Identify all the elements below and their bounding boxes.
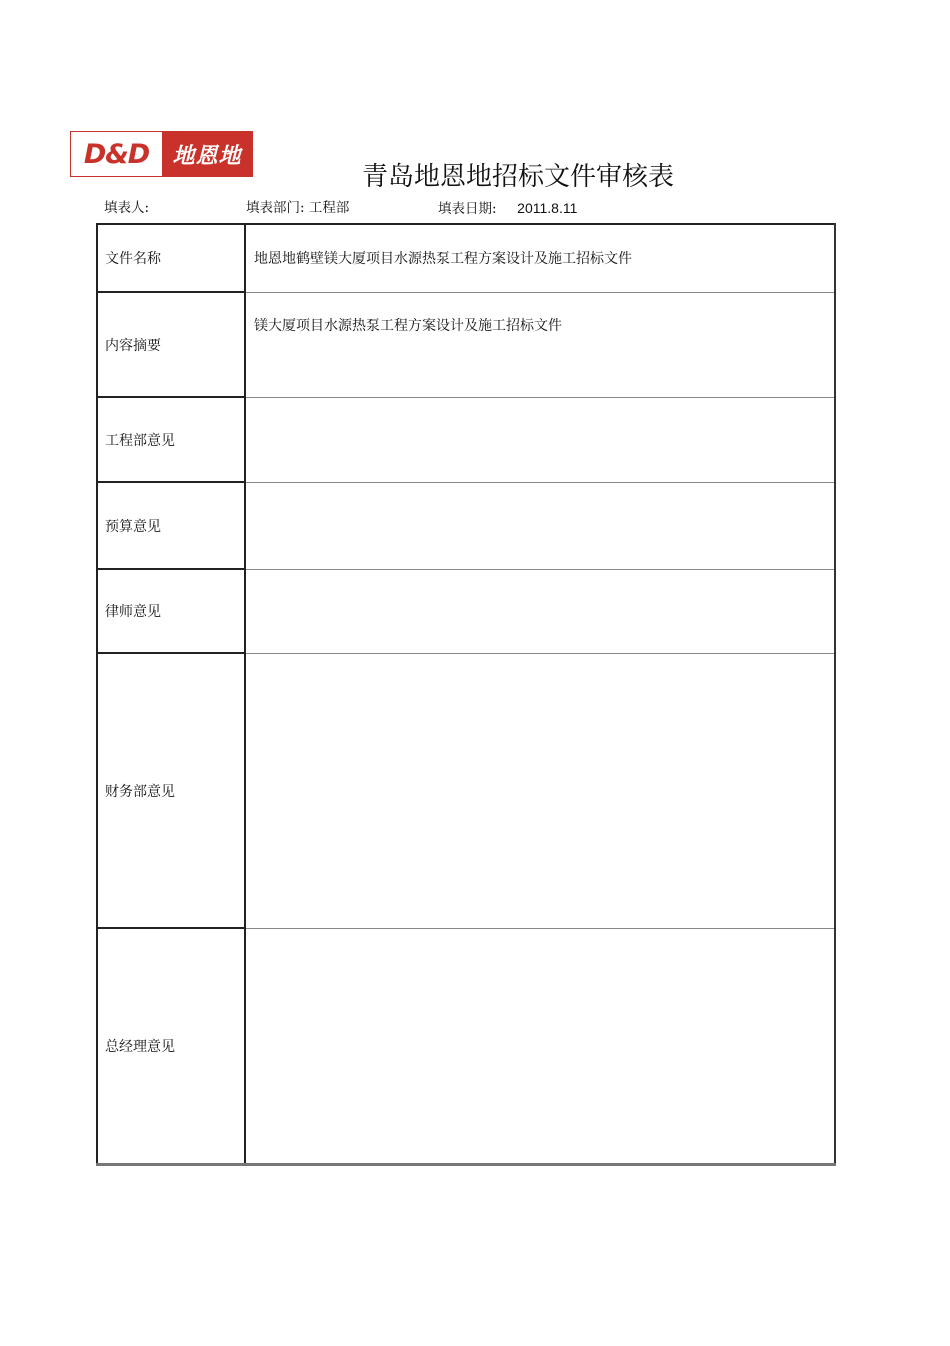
row-value-file-name: 地恩地鹤壁镁大厦项目水源热泵工程方案设计及施工招标文件 <box>245 224 835 292</box>
row-value-lawyer <box>245 569 835 653</box>
row-label-gm: 总经理意见 <box>97 928 245 1164</box>
row-value-summary: 镁大厦项目水源热泵工程方案设计及施工招标文件 <box>245 292 835 397</box>
date-label: 填表日期: <box>438 201 497 217</box>
row-label-finance: 财务部意见 <box>97 653 245 928</box>
page-title: 青岛地恩地招标文件审核表 <box>361 162 674 192</box>
row-value-finance <box>245 653 835 928</box>
table-row-finance-opinion <box>97 653 835 928</box>
row-label-file-name: 文件名称 <box>97 224 245 292</box>
company-logo <box>70 131 253 177</box>
dept-value: 工程部 <box>308 200 350 216</box>
row-value-budget <box>245 482 835 569</box>
table-row-summary <box>97 292 835 397</box>
table-row-engineering-opinion <box>97 397 835 482</box>
date-value: 2011.8.11 <box>517 200 578 216</box>
row-label-engineering: 工程部意见 <box>97 397 245 482</box>
table-row-lawyer-opinion <box>97 569 835 653</box>
row-label-summary: 内容摘要 <box>97 292 245 397</box>
table-row-file-name <box>97 224 835 292</box>
row-value-engineering <box>245 397 835 482</box>
row-value-gm <box>245 928 835 1164</box>
logo-dnd-mark: D&D <box>71 132 162 176</box>
row-label-lawyer: 律师意见 <box>97 569 245 653</box>
logo-chinese-mark: 地恩地 <box>162 132 252 176</box>
filler-label: 填表人: <box>104 200 150 216</box>
table-row-gm-opinion <box>97 928 835 1164</box>
date-field <box>438 198 577 219</box>
dept-field <box>246 198 349 218</box>
row-label-budget: 预算意见 <box>97 482 245 569</box>
table-row-budget-opinion <box>97 482 835 569</box>
dept-label: 填表部门: <box>246 200 305 216</box>
review-form-table <box>96 223 836 1166</box>
